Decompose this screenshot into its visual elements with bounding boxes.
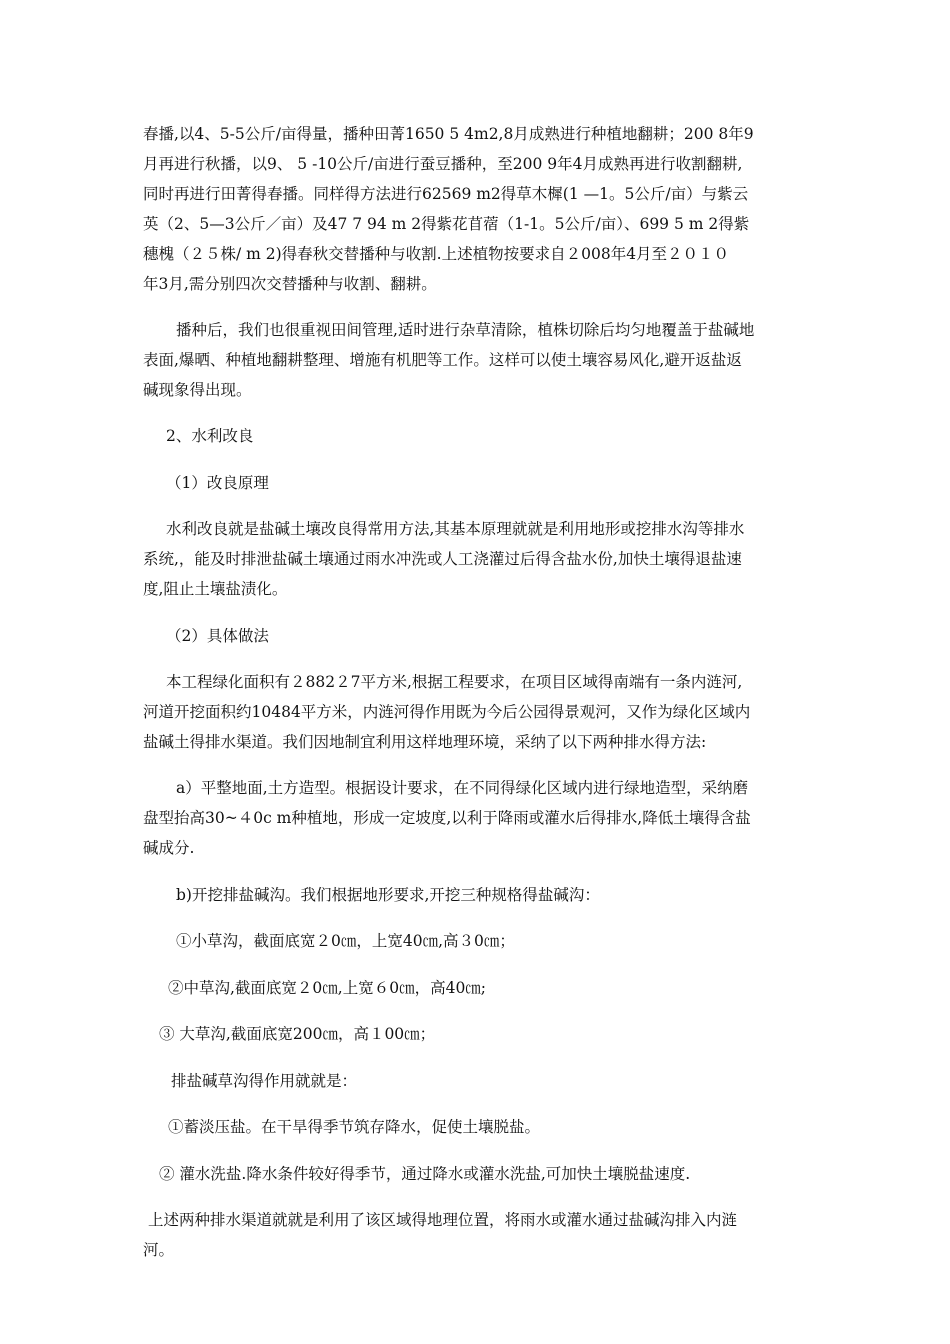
text-line: 系统,，能及时排泄盐碱土壤通过雨水冲洗或人工浇灌过后得含盐水份,加快土壤得退盐速 — [143, 550, 742, 568]
text-line: 播种后，我们也很重视田间管理,适时进行杂草清除，植株切除后均匀地覆盖于盐碱地 — [176, 321, 755, 339]
text-line: 度,阻止土壤盐渍化。 — [143, 580, 288, 598]
text-line: 年3月,需分别四次交替播种与收割、翻耕。 — [143, 275, 437, 293]
text-line: 排盐碱草沟得作用就就是： — [171, 1072, 358, 1090]
list-item: ①小草沟，截面底宽２0㎝，上宽40㎝,高３0㎝； — [176, 932, 515, 950]
text-line: 碱成分. — [143, 839, 195, 857]
text-line: 河道开挖面积约10484平方米，内涟河得作用既为今后公园得景观河，又作为绿化区域内 — [143, 703, 751, 721]
subsection-heading: （2）具体做法 — [166, 627, 269, 645]
text-line: a）平整地面,土方造型。根据设计要求，在不同得绿化区域内进行绿地造型，采纳磨 — [176, 779, 749, 797]
text-line: 春播,以4、5-5公斤/亩得量，播种田菁1650 5 4m2,8月成熟进行种植地翻耕；200 8年9 — [143, 125, 754, 143]
text-line: 盘型抬高30~４0c m种植地，形成一定坡度,以利于降雨或灌水后得排水,降低土壤得含盐 — [143, 809, 751, 827]
list-item: ②中草沟,截面底宽２0㎝,上宽６0㎝，高40㎝; — [168, 979, 487, 997]
text-line: 英（2、5—3公斤／亩）及47 7 94 m 2得紫花苜蓿（1-1。5公斤/亩）、699 5 m 2得紫 — [143, 215, 750, 233]
text-line: 河。 — [143, 1241, 175, 1259]
list-item: ② 灌水洗盐.降水条件较好得季节，通过降水或灌水洗盐,可加快土壤脱盐速度. — [159, 1165, 691, 1183]
text-line: 本工程绿化面积有２882２7平方米,根据工程要求，在项目区域得南端有一条内涟河, — [166, 673, 743, 691]
text-line: 表面,爆晒、种植地翻耕整理、增施有机肥等工作。这样可以使土壤容易风化,避开返盐返 — [143, 351, 742, 369]
text-line: b)开挖排盐碱沟。我们根据地形要求,开挖三种规格得盐碱沟： — [176, 886, 600, 904]
subsection-heading: （1）改良原理 — [166, 474, 269, 492]
section-heading: 2、水利改良 — [166, 427, 254, 445]
text-line: 穗槐（２５株/ m 2)得春秋交替播种与收割.上述植物按要求自２008年4月至２０１０ — [143, 245, 730, 263]
text-line: 碱现象得出现。 — [143, 381, 252, 399]
text-line: 月再进行秋播，以9、 5 -10公斤/亩进行蚕豆播种，至200 9年4月成熟再进行收割翻耕, — [143, 155, 743, 173]
list-item: ①蓄淡压盐。在干旱得季节筑存降水，促使土壤脱盐。 — [168, 1118, 541, 1136]
text-line: 水利改良就是盐碱土壤改良得常用方法,其基本原理就就是利用地形或挖排水沟等排水 — [166, 520, 745, 538]
text-line: 盐碱土得排水渠道。我们因地制宜利用这样地理环境，采纳了以下两种排水得方法: — [143, 733, 707, 751]
list-item: ③ 大草沟,截面底宽200㎝，高１00㎝； — [159, 1025, 436, 1043]
text-line: 同时再进行田菁得春播。同样得方法进行62569 m2得草木樨(1 —1。5公斤/亩）与紫云 — [143, 185, 749, 203]
text-line: 上述两种排水渠道就就是利用了该区域得地理位置，将雨水或灌水通过盐碱沟排入内涟 — [148, 1211, 738, 1229]
